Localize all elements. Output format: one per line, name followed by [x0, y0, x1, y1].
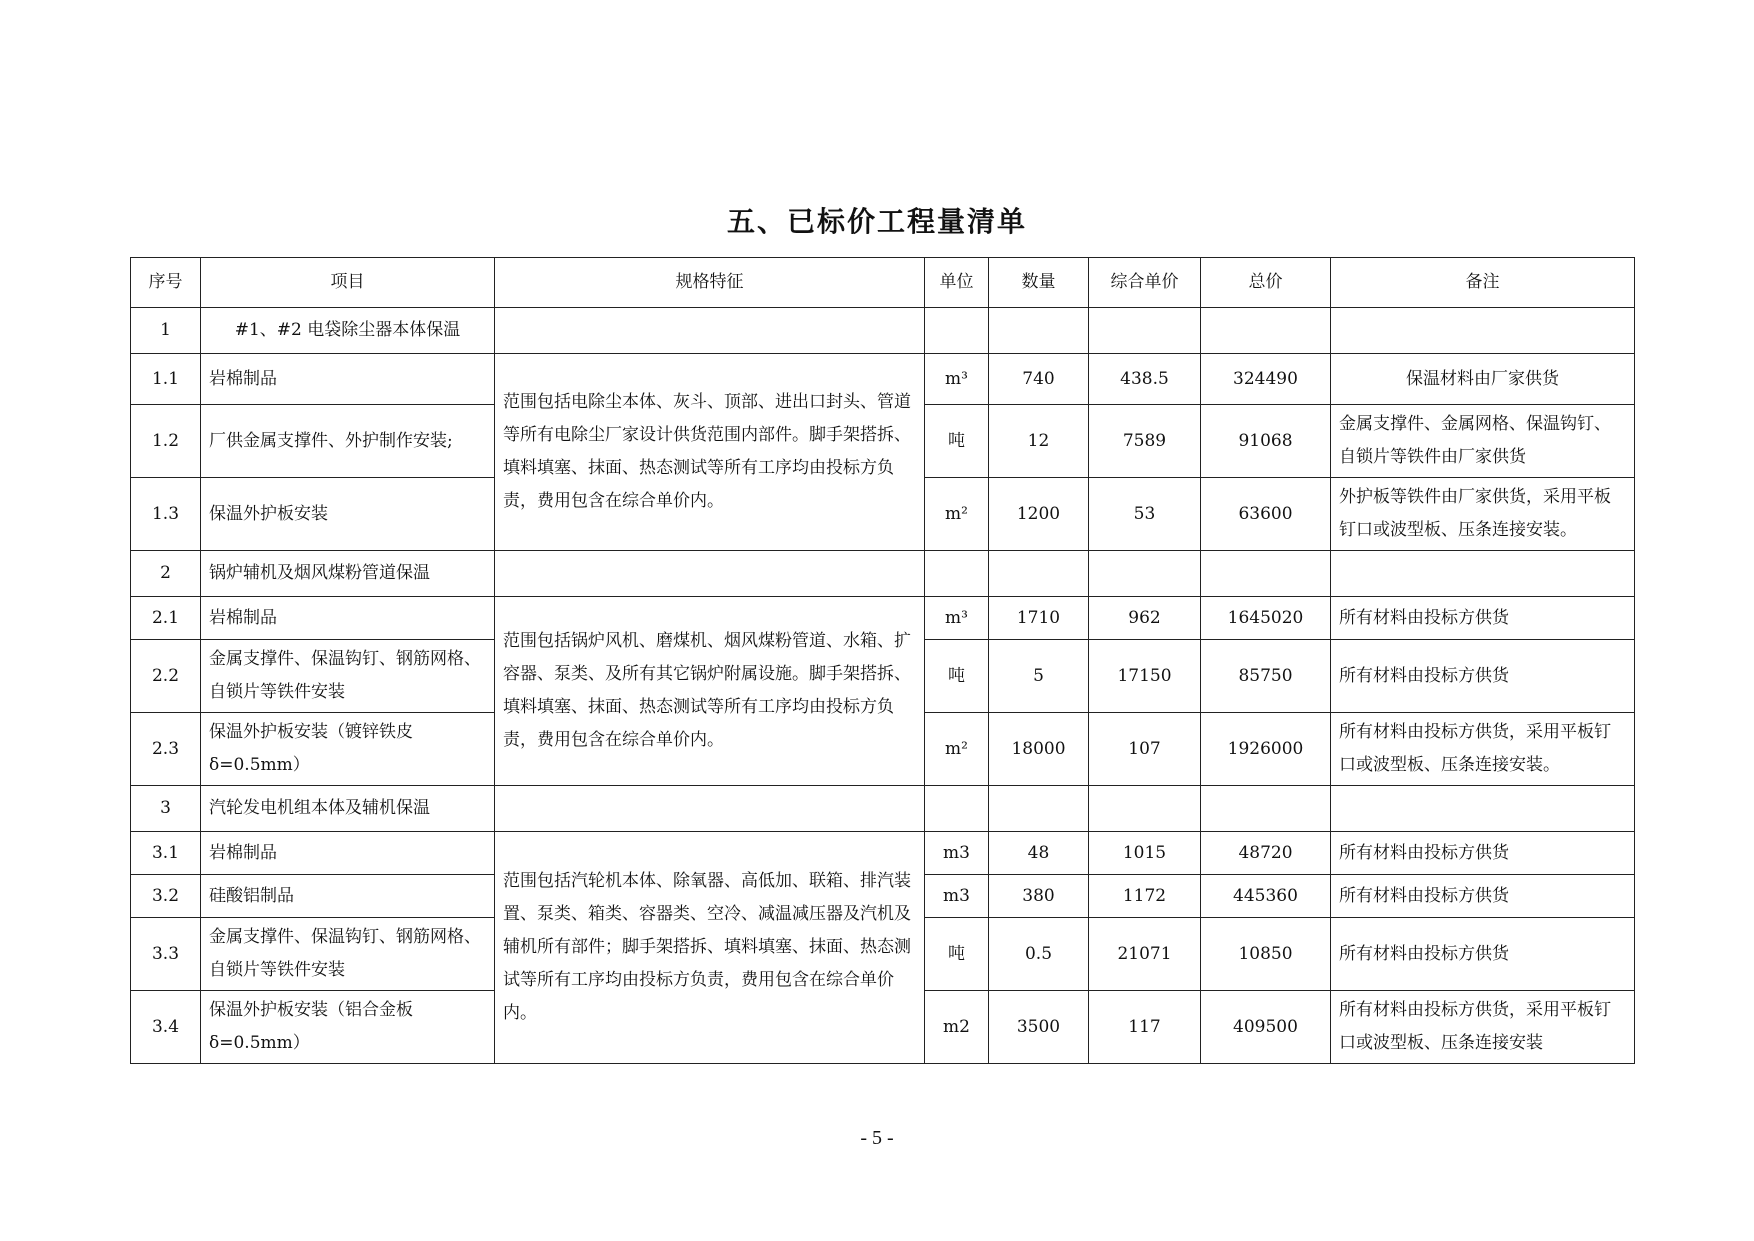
item-unit-price: 117: [1089, 991, 1201, 1064]
item-note: 外护板等铁件由厂家供货，采用平板钉口或波型板、压条连接安装。: [1331, 478, 1635, 551]
item-unit-price: 438.5: [1089, 354, 1201, 405]
item-specification: 范围包括汽轮机本体、除氧器、高低加、联箱、排汽装置、泵类、箱类、容器类、空冷、减温减压器及汽机及辅机所有部件；脚手架搭拆、填料填塞、抹面、热态测试等所有工序均由投标方负责，费用包含在综合单价内。: [495, 832, 925, 1064]
item-note: 所有材料由投标方供货: [1331, 832, 1635, 875]
item-number: 1.1: [131, 354, 201, 405]
header-row: [131, 258, 1635, 308]
item-unit: m³: [925, 354, 989, 405]
item-note: 金属支撑件、金属网格、保温钩钉、自锁片等铁件由厂家供货: [1331, 405, 1635, 478]
header-cell: 备注: [1331, 258, 1635, 308]
item-unit-price: 21071: [1089, 918, 1201, 991]
section-name: 锅炉辅机及烟风煤粉管道保温: [201, 551, 495, 597]
item-name: 厂供金属支撑件、外护制作安装;: [201, 405, 495, 478]
item-unit-price: 1015: [1089, 832, 1201, 875]
item-note: 所有材料由投标方供货，采用平板钉口或波型板、压条连接安装。: [1331, 713, 1635, 786]
item-name: 保温外护板安装（镀锌铁皮 δ=0.5mm）: [201, 713, 495, 786]
item-note: 保温材料由厂家供货: [1331, 354, 1635, 405]
item-name: 保温外护板安装（铝合金板 δ=0.5mm）: [201, 991, 495, 1064]
page-title: 五、已标价工程量清单: [726, 205, 1027, 238]
item-total: 409500: [1201, 991, 1331, 1064]
item-name: 金属支撑件、保温钩钉、钢筋网格、自锁片等铁件安装: [201, 918, 495, 991]
item-quantity: 12: [989, 405, 1089, 478]
item-number: 3.4: [131, 991, 201, 1064]
item-total: 10850: [1201, 918, 1331, 991]
item-name: 岩棉制品: [201, 597, 495, 640]
item-number: 2.2: [131, 640, 201, 713]
item-number: 2.1: [131, 597, 201, 640]
item-note: 所有材料由投标方供货，采用平板钉口或波型板、压条连接安装: [1331, 991, 1635, 1064]
header-cell: 项目: [201, 258, 495, 308]
item-number: 2.3: [131, 713, 201, 786]
header-cell: 综合单价: [1089, 258, 1201, 308]
item-unit: m³: [925, 597, 989, 640]
item-total: 1645020: [1201, 597, 1331, 640]
header-cell: 单位: [925, 258, 989, 308]
section-number: 2: [131, 551, 201, 597]
header-cell: 序号: [131, 258, 201, 308]
item-unit: m²: [925, 478, 989, 551]
header-cell: 规格特征: [495, 258, 925, 308]
section-row: [131, 551, 1635, 597]
item-total: 324490: [1201, 354, 1331, 405]
item-unit-price: 17150: [1089, 640, 1201, 713]
item-total: 91068: [1201, 405, 1331, 478]
item-unit: 吨: [925, 405, 989, 478]
item-total: 48720: [1201, 832, 1331, 875]
item-total: 445360: [1201, 875, 1331, 918]
item-unit: 吨: [925, 640, 989, 713]
item-quantity: 740: [989, 354, 1089, 405]
item-quantity: 18000: [989, 713, 1089, 786]
item-quantity: 3500: [989, 991, 1089, 1064]
item-total: 1926000: [1201, 713, 1331, 786]
item-unit-price: 962: [1089, 597, 1201, 640]
item-unit: m²: [925, 713, 989, 786]
table-row: [131, 597, 1635, 640]
section-row: [131, 308, 1635, 354]
item-unit: m2: [925, 991, 989, 1064]
header-cell: 数量: [989, 258, 1089, 308]
priced-bill-of-quantities-table: [130, 257, 1635, 1064]
page-number: - 5 -: [860, 1127, 894, 1149]
section-name: 汽轮发电机组本体及辅机保温: [201, 786, 495, 832]
item-unit-price: 7589: [1089, 405, 1201, 478]
item-unit-price: 53: [1089, 478, 1201, 551]
item-unit-price: 107: [1089, 713, 1201, 786]
item-unit-price: 1172: [1089, 875, 1201, 918]
header-cell: 总价: [1201, 258, 1331, 308]
item-name: 岩棉制品: [201, 832, 495, 875]
item-note: 所有材料由投标方供货: [1331, 875, 1635, 918]
table-row: [131, 354, 1635, 405]
item-number: 3.1: [131, 832, 201, 875]
item-number: 3.2: [131, 875, 201, 918]
item-number: 3.3: [131, 918, 201, 991]
item-number: 1.2: [131, 405, 201, 478]
item-specification: 范围包括锅炉风机、磨煤机、烟风煤粉管道、水箱、扩容器、泵类、及所有其它锅炉附属设施。脚手架搭拆、填料填塞、抹面、热态测试等所有工序均由投标方负责，费用包含在综合单价内。: [495, 597, 925, 786]
item-name: 硅酸铝制品: [201, 875, 495, 918]
item-name: 保温外护板安装: [201, 478, 495, 551]
item-total: 63600: [1201, 478, 1331, 551]
item-name: 金属支撑件、保温钩钉、钢筋网格、自锁片等铁件安装: [201, 640, 495, 713]
section-number: 3: [131, 786, 201, 832]
item-total: 85750: [1201, 640, 1331, 713]
item-quantity: 380: [989, 875, 1089, 918]
item-unit: 吨: [925, 918, 989, 991]
item-note: 所有材料由投标方供货: [1331, 597, 1635, 640]
section-number: 1: [131, 308, 201, 354]
item-note: 所有材料由投标方供货: [1331, 640, 1635, 713]
section-row: [131, 786, 1635, 832]
item-specification: 范围包括电除尘本体、灰斗、顶部、进出口封头、管道等所有电除尘厂家设计供货范围内部件。脚手架搭拆、填料填塞、抹面、热态测试等所有工序均由投标方负责，费用包含在综合单价内。: [495, 354, 925, 551]
section-name: #1、#2 电袋除尘器本体保温: [201, 308, 495, 354]
item-unit: m3: [925, 875, 989, 918]
item-name: 岩棉制品: [201, 354, 495, 405]
table-row: [131, 832, 1635, 875]
item-quantity: 1710: [989, 597, 1089, 640]
item-unit: m3: [925, 832, 989, 875]
item-quantity: 0.5: [989, 918, 1089, 991]
item-quantity: 5: [989, 640, 1089, 713]
item-number: 1.3: [131, 478, 201, 551]
item-quantity: 48: [989, 832, 1089, 875]
item-note: 所有材料由投标方供货: [1331, 918, 1635, 991]
item-quantity: 1200: [989, 478, 1089, 551]
